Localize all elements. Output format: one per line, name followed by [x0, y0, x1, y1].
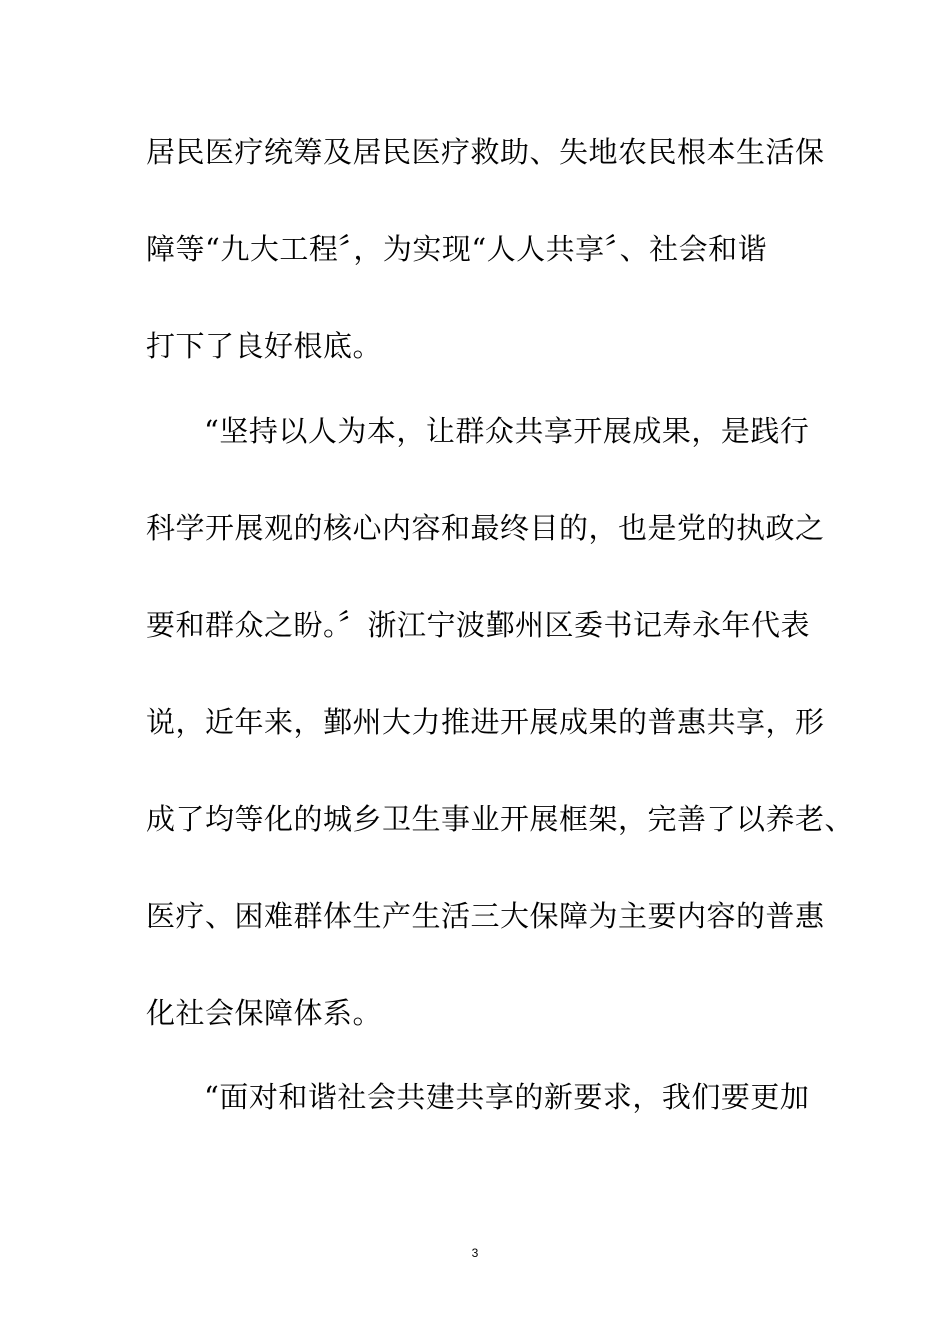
text-line-3: 打下了良好根底。 [146, 329, 383, 363]
text-line-6: 要和群众之盼。〞浙江宁波鄞州区委书记寿永年代表 [146, 608, 811, 642]
text-line-9: 医疗、困难群体生产生活三大保障为主要内容的普惠 [146, 899, 825, 933]
page-number: 3 [471, 1246, 479, 1260]
text-line-1: 居民医疗统筹及居民医疗救助、失地农民根本生活保 [146, 135, 825, 169]
text-line-7: 说，近年来，鄞州大力推进开展成果的普惠共享，形 [146, 705, 825, 739]
text-line-11: “面对和谐社会共建共享的新要求，我们要更加 [204, 1080, 810, 1114]
text-line-10: 化社会保障体系。 [146, 996, 383, 1030]
text-line-2: 障等“九大工程〞，为实现“人人共享〞、社会和谐 [146, 232, 768, 266]
text-line-4: “坚持以人为本，让群众共享开展成果，是践行 [204, 414, 810, 448]
text-line-8: 成了均等化的城乡卫生事业开展框架，完善了以养老、 [146, 802, 855, 836]
text-line-5: 科学开展观的核心内容和最终目的，也是党的执政之 [146, 511, 825, 545]
